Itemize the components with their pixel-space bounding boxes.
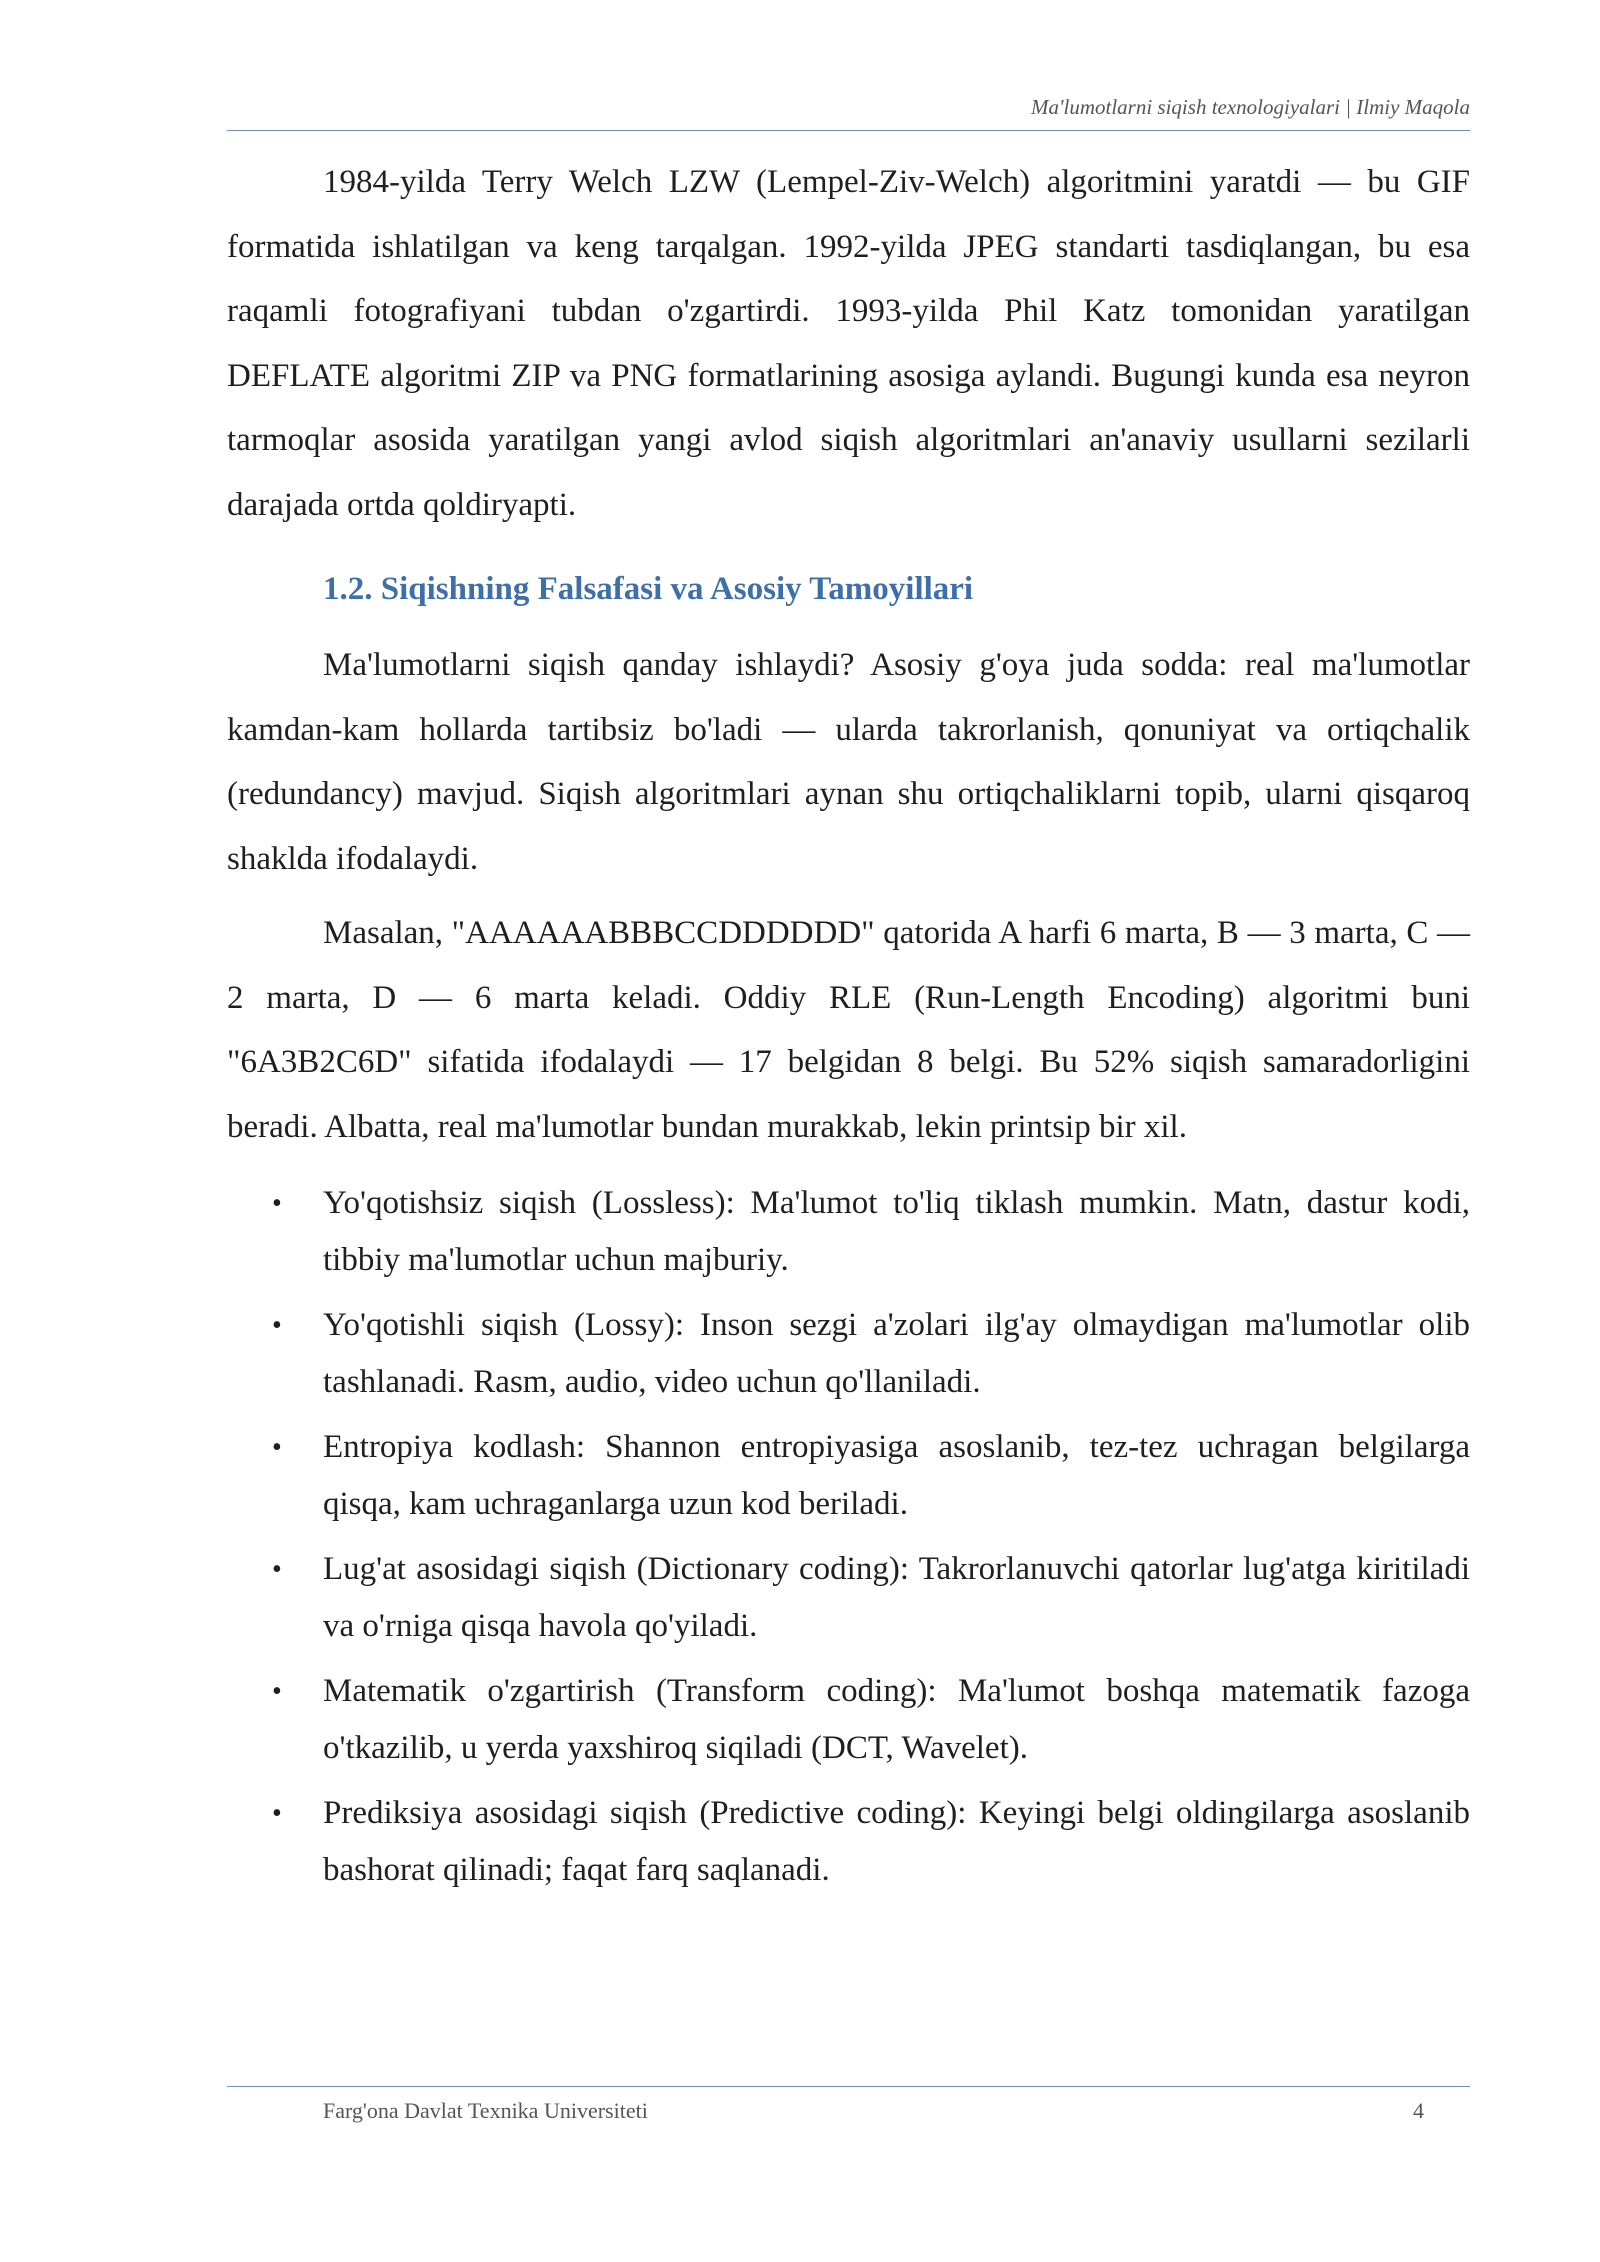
list-item-text: Matematik o'zgartirish (Transform coding): Ma'lumot boshqa matematik fazoga o'tkazilib, u yerda yaxshiroq siqiladi (DCT, Wavelet). <box>323 1673 1470 1766</box>
page-number: 4 <box>1413 2098 1424 2123</box>
running-header: Ma'lumotlarni siqish texnologiyalari | Ilmiy Maqola <box>1031 95 1470 119</box>
section-heading: 1.2. Siqishning Falsafasi va Asosiy Tamoyillari <box>323 571 974 607</box>
list-item <box>227 1663 1470 1777</box>
list-item <box>227 1541 1470 1655</box>
paragraph-intro: Ma'lumotlarni siqish qanday ishlaydi? Asosiy g'oya juda sodda: real ma'lumotlar kamdan-kam hollarda tartibsiz bo'ladi — ularda takrorlanish, qonuniyat va ortiqchalik (redundancy) mavjud. Siqish algoritmlari aynan shu ortiqchaliklarni topib, ularni qisqaroq shaklda ifodalaydi. <box>227 647 1470 877</box>
list-item <box>227 1175 1470 1289</box>
paragraph-example: Masalan, "AAAAAABBBCCDDDDDD" qatorida A harfi 6 marta, B — 3 marta, C — 2 marta, D — 6 marta keladi. Oddiy RLE (Run-Length Encoding) algoritmi buni "6A3B2C6D" sifatida ifodalaydi — 17 belgidan 8 belgi. Bu 52% siqish samaradorligini beradi. Albatta, real ma'lumotlar bundan murakkab, lekin printsip bir xil. <box>227 915 1470 1145</box>
list-item-text: Lug'at asosidagi siqish (Dictionary coding): Takrorlanuvchi qatorlar lug'atga kiritiladi va o'rniga qisqa havola qo'yiladi. <box>323 1551 1470 1644</box>
bullet-icon: • <box>272 1798 282 1829</box>
list-item-text: Yo'qotishli siqish (Lossy): Inson sezgi a'zolari ilg'ay olmaydigan ma'lumotlar olib tashlanadi. Rasm, audio, video uchun qo'llaniladi. <box>323 1307 1470 1400</box>
document-body <box>227 150 1470 1907</box>
header-divider <box>227 130 1470 131</box>
list-item <box>227 1785 1470 1899</box>
principles-list <box>227 1175 1470 1899</box>
bullet-icon: • <box>272 1188 282 1219</box>
list-item-text: Entropiya kodlash: Shannon entropiyasiga asoslanib, tez-tez uchragan belgilarga qisqa, kam uchraganlarga uzun kod beriladi. <box>323 1429 1470 1522</box>
list-item-text: Yo'qotishsiz siqish (Lossless): Ma'lumot to'liq tiklash mumkin. Matn, dastur kodi, tibbiy ma'lumotlar uchun majburiy. <box>323 1185 1470 1278</box>
footer-institution: Farg'ona Davlat Texnika Universiteti <box>323 2098 648 2123</box>
bullet-icon: • <box>272 1676 282 1707</box>
list-item <box>227 1297 1470 1411</box>
paragraph-history: 1984-yilda Terry Welch LZW (Lempel-Ziv-Welch) algoritmini yaratdi — bu GIF formatida ishlatilgan va keng tarqalgan. 1992-yilda JPEG standarti tasdiqlangan, bu esa raqamli fotografiyani tubdan o'zgartirdi. 1993-yilda Phil Katz tomonidan yaratilgan DEFLATE algoritmi ZIP va PNG formatlarining asosiga aylandi. Bugungi kunda esa neyron tarmoqlar asosida yaratilgan yangi avlod siqish algoritmlari an'anaviy usullarni sezilarli darajada ortda qoldiryapti. <box>227 164 1470 523</box>
bullet-icon: • <box>272 1310 282 1341</box>
bullet-icon: • <box>272 1432 282 1463</box>
footer-divider <box>227 2086 1470 2087</box>
list-item <box>227 1419 1470 1533</box>
list-item-text: Prediksiya asosidagi siqish (Predictive coding): Keyingi belgi oldingilarga asoslanib bashorat qilinadi; faqat farq saqlanadi. <box>323 1795 1470 1888</box>
bullet-icon: • <box>272 1554 282 1585</box>
